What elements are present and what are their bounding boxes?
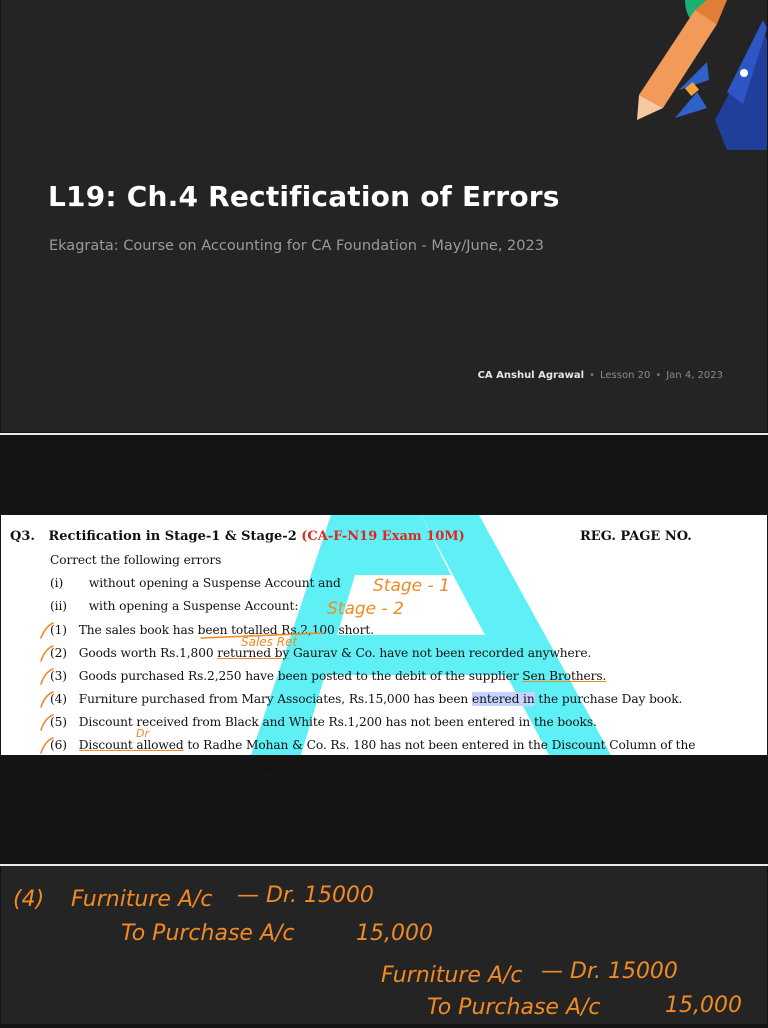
lesson-number: Lesson 20 [600, 370, 651, 381]
entry-debit-account: Furniture A/c [381, 963, 523, 988]
item-number: (4) [50, 692, 67, 706]
option-ii [50, 599, 298, 613]
item-text-underlined: Discount allowed [78, 738, 184, 752]
lesson-meta [478, 370, 723, 381]
entry-credit-account: To Purchase A/c [427, 995, 601, 1020]
item-text: Gaurav & Co. have not been recorded anywhere. [293, 646, 592, 660]
item-text: Discount received from Black and White Rs.1,200 has not been entered in the books. [78, 715, 597, 729]
option-i-number: (i) [50, 576, 64, 590]
entry-debit-account: Furniture A/c [71, 887, 213, 912]
question-heading [10, 529, 692, 544]
item-text-underlined: returned by [217, 646, 290, 660]
list-item [50, 738, 695, 752]
lesson-title: L19: Ch.4 Rectification of Errors [48, 180, 560, 213]
item-number: (2) [50, 646, 67, 660]
list-item [50, 623, 374, 637]
item-text: to Radhe Mohan & Co. Rs. 180 has not been entered in the Discount Column of the [187, 738, 696, 752]
option-i-text: without opening a Suspense Account and [88, 576, 341, 590]
item-text: the purchase Day book. [538, 692, 683, 706]
list-item [50, 715, 597, 729]
item-number: (5) [50, 715, 67, 729]
entry-number: (4) [13, 887, 45, 912]
entry-credit-amount: 15,000 [665, 993, 742, 1018]
sales-ret-note: Sales Ret [241, 635, 298, 649]
item-text: Goods purchased Rs.2,250 have been posted to the debit of the supplier [78, 669, 519, 683]
entry-debit-amount: — Dr. 15000 [541, 959, 678, 984]
question-title: Rectification in Stage-1 & Stage-2 [48, 529, 297, 544]
item-text-underlined: Sen Brothers. [522, 669, 607, 683]
entry-credit-amount: 15,000 [356, 921, 433, 946]
slide-divider [0, 433, 768, 435]
list-item [50, 669, 606, 683]
entry-credit-account: To Purchase A/c [121, 921, 295, 946]
separator-dot: • [589, 370, 595, 381]
option-ii-text: with opening a Suspense Account: [88, 599, 299, 613]
item-number: (3) [50, 669, 67, 683]
list-item [50, 692, 682, 706]
list-item [50, 646, 591, 660]
item-number: (6) [50, 738, 67, 752]
stage1-note: Stage - 1 [373, 576, 450, 596]
handwritten-entries [1, 866, 767, 1024]
item-number: (1) [50, 623, 67, 637]
item-text-highlighted: entered in [471, 692, 535, 706]
reg-page-label: REG. PAGE NO. [580, 529, 692, 544]
item-text: Goods worth Rs.1,800 [78, 646, 214, 660]
option-ii-number: (ii) [50, 599, 67, 613]
dr-note: Dr [136, 727, 149, 740]
working-slide [1, 866, 767, 1024]
separator-dot: • [655, 370, 662, 381]
exam-code: (CA-F-N19 Exam 10M) [301, 529, 465, 544]
question-number: Q3. [10, 529, 35, 544]
question-intro: Correct the following errors [50, 553, 222, 567]
author-name: CA Anshul Agrawal [477, 370, 585, 381]
item-text: The sales book has been totalled Rs.2,100 short. [78, 623, 374, 637]
stationery-illustration [567, 0, 767, 150]
list-item-continuation: Cash book. The account of Radhe Mohan & Co. has, however, been correctly posted. [88, 761, 604, 775]
option-i [50, 576, 341, 590]
question-slide [1, 515, 767, 775]
course-subtitle: Ekagrata: Course on Accounting for CA Foundation - May/June, 2023 [49, 238, 544, 254]
title-slide [1, 0, 767, 432]
stage2-note: Stage - 2 [327, 599, 404, 619]
lesson-date: Jan 4, 2023 [666, 370, 723, 381]
item-text: Furniture purchased from Mary Associates, Rs.15,000 has been [78, 692, 469, 706]
entry-debit-amount: — Dr. 15000 [237, 883, 374, 908]
